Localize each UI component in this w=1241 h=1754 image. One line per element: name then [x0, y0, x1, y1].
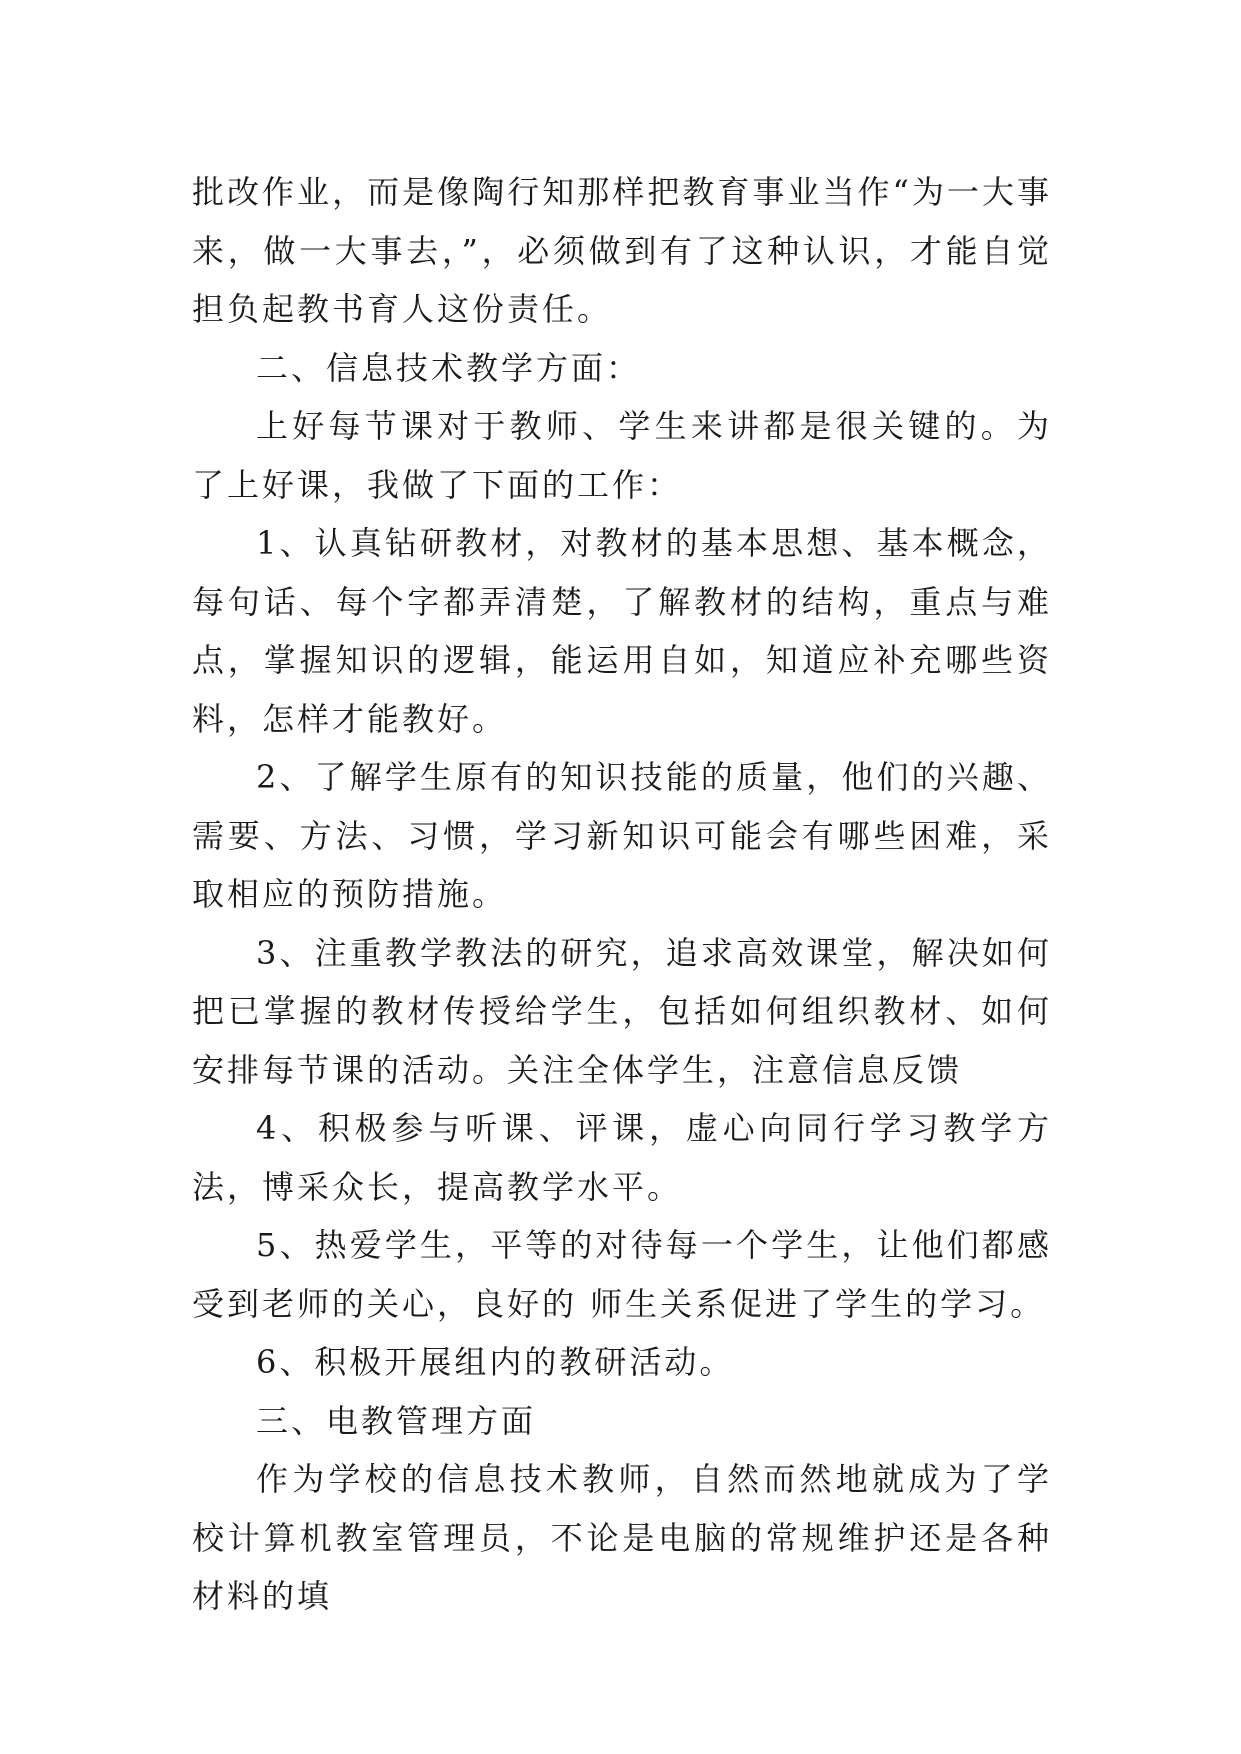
list-item-3: 3、注重教学教法的研究，追求高效课堂，解决如何把已掌握的教材传授给学生，包括如何组织教材、如何安排每节课的活动。关注全体学生，注意信息反馈: [192, 933, 1052, 1089]
list-item-4: 4、积极参与听课、评课，虚心向同行学习教学方法，博采众长，提高教学水平。: [192, 1109, 1052, 1206]
list-item-1: 1、认真钻研教材，对教材的基本思想、基本概念，每句话、每个字都弄清楚，了解教材的结构，重点与难点，掌握知识的逻辑，能运用自如，知道应补充哪些资料，怎样才能教好。: [192, 524, 1052, 738]
list-item-5: 5、热爱学生，平等的对待每一个学生，让他们都感受到老师的关心，良好的 师生关系促进了学生的学习。: [192, 1226, 1052, 1323]
paragraph-lesson-preparation: 上好每节课对于教师、学生来讲都是很关键的。为了上好课，我做了下面的工作：: [192, 407, 1052, 504]
document-body: [192, 163, 1052, 1626]
paragraph-intro-continuation: 批改作业，而是像陶行知那样把教育事业当作“为一大事来，做一大事去，”，必须做到有了这种认识，才能自觉担负起教书育人这份责任。: [192, 173, 1052, 328]
paragraph-lab-administrator: 作为学校的信息技术教师，自然而然地就成为了学校计算机教室管理员，不论是电脑的常规维护还是各种材料的填: [192, 1460, 1052, 1615]
section-heading-av-management: 三、电教管理方面: [256, 1401, 537, 1440]
list-item-6: 6、积极开展组内的教研活动。: [256, 1343, 735, 1381]
list-item-2: 2、了解学生原有的知识技能的质量，他们的兴趣、需要、方法、习惯，学习新知识可能会有哪些困难，采取相应的预防措施。: [192, 758, 1052, 913]
section-heading-it-teaching: 二、信息技术教学方面：: [256, 348, 642, 387]
